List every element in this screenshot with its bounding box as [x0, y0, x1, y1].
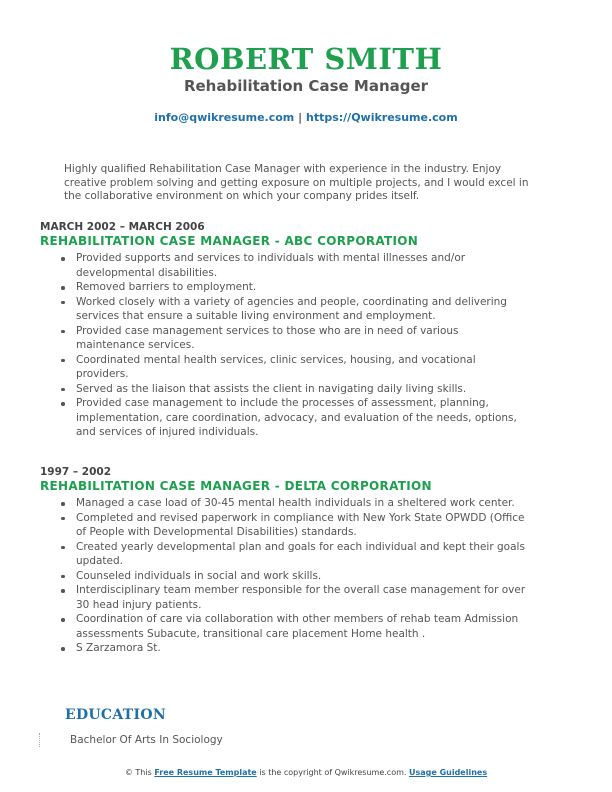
bullet-item: Worked closely with a variety of agencies and people, coordinating and delivering services that ensure a suitable living environment and employment.: [76, 295, 526, 324]
bullet-item: Counseled individuals in social and work skills.: [76, 569, 526, 584]
bullet-item: S Zarzamora St.: [76, 641, 526, 656]
job-role: REHABILITATION CASE MANAGER - DELTA CORPORATION: [40, 479, 432, 493]
experience-entry: [40, 221, 560, 440]
job-dates: 1997 – 2002: [40, 466, 112, 478]
job-bullets: [40, 251, 560, 440]
summary-text: Highly qualified Rehabilitation Case Manager with experience in the industry. Enjoy creative problem solving and getting exposure on multiple projects, and I would excel in the collaborative environment on which your company prides itself.: [64, 163, 529, 202]
bullet-item: Provided supports and services to individuals with mental illnesses and/or developmental disabilities.: [76, 251, 526, 280]
footer-middle: is the copyright of Qwikresume.com.: [259, 768, 407, 777]
education-divider: [39, 733, 41, 747]
experience-entry: [40, 466, 560, 656]
bullet-item: Interdisciplinary team member responsible for the overall case management for over 30 head injury patients.: [76, 584, 526, 611]
bullet-item: Removed barriers to employment.: [76, 280, 526, 295]
bullet-item: Provided case management services to those who are in need of various maintenance services.: [76, 324, 526, 353]
free-resume-template-link[interactable]: Free Resume Template: [154, 768, 257, 777]
education-degree: Bachelor Of Arts In Sociology: [70, 734, 223, 746]
email-link[interactable]: info@qwikresume.com: [154, 111, 295, 124]
bullet-item: Completed and revised paperwork in compliance with New York State OPWDD (Office of People with Developmental Disabilities) standards.: [76, 511, 525, 538]
education-heading: EDUCATION: [65, 707, 166, 723]
contact-separator: |: [298, 111, 303, 124]
bullet-item: Coordinated mental health services, clinic services, housing, and vocational providers.: [76, 353, 526, 382]
bullet-item: Served as the liaison that assists the client in navigating daily living skills.: [76, 382, 526, 397]
contact-line: [0, 110, 612, 126]
candidate-name: ROBERT SMITH: [169, 42, 443, 76]
bullet-item: Coordination of care via collaboration with other members of rehab team Admission assessments Subacute, transitional care placement Home health .: [76, 612, 526, 641]
footer-prefix: © This: [124, 768, 152, 777]
job-title: Rehabilitation Case Manager: [183, 77, 429, 95]
usage-guidelines-link[interactable]: Usage Guidelines: [408, 768, 488, 777]
bullet-item: Provided case management to include the processes of assessment, planning, implementation, care coordination, advocacy, and evaluation of the needs, options, and services of injured individuals.: [76, 396, 526, 440]
website-link[interactable]: https://Qwikresume.com: [305, 111, 458, 124]
job-bullets: [40, 496, 560, 656]
job-dates: MARCH 2002 – MARCH 2006: [40, 221, 205, 233]
job-role: REHABILITATION CASE MANAGER - ABC CORPORATION: [40, 234, 419, 248]
bullet-item: Managed a case load of 30-45 mental health individuals in a sheltered work center.: [76, 496, 526, 511]
footer: [0, 767, 612, 779]
bullet-item: Created yearly developmental plan and goals for each individual and kept their goals updated.: [76, 540, 525, 567]
